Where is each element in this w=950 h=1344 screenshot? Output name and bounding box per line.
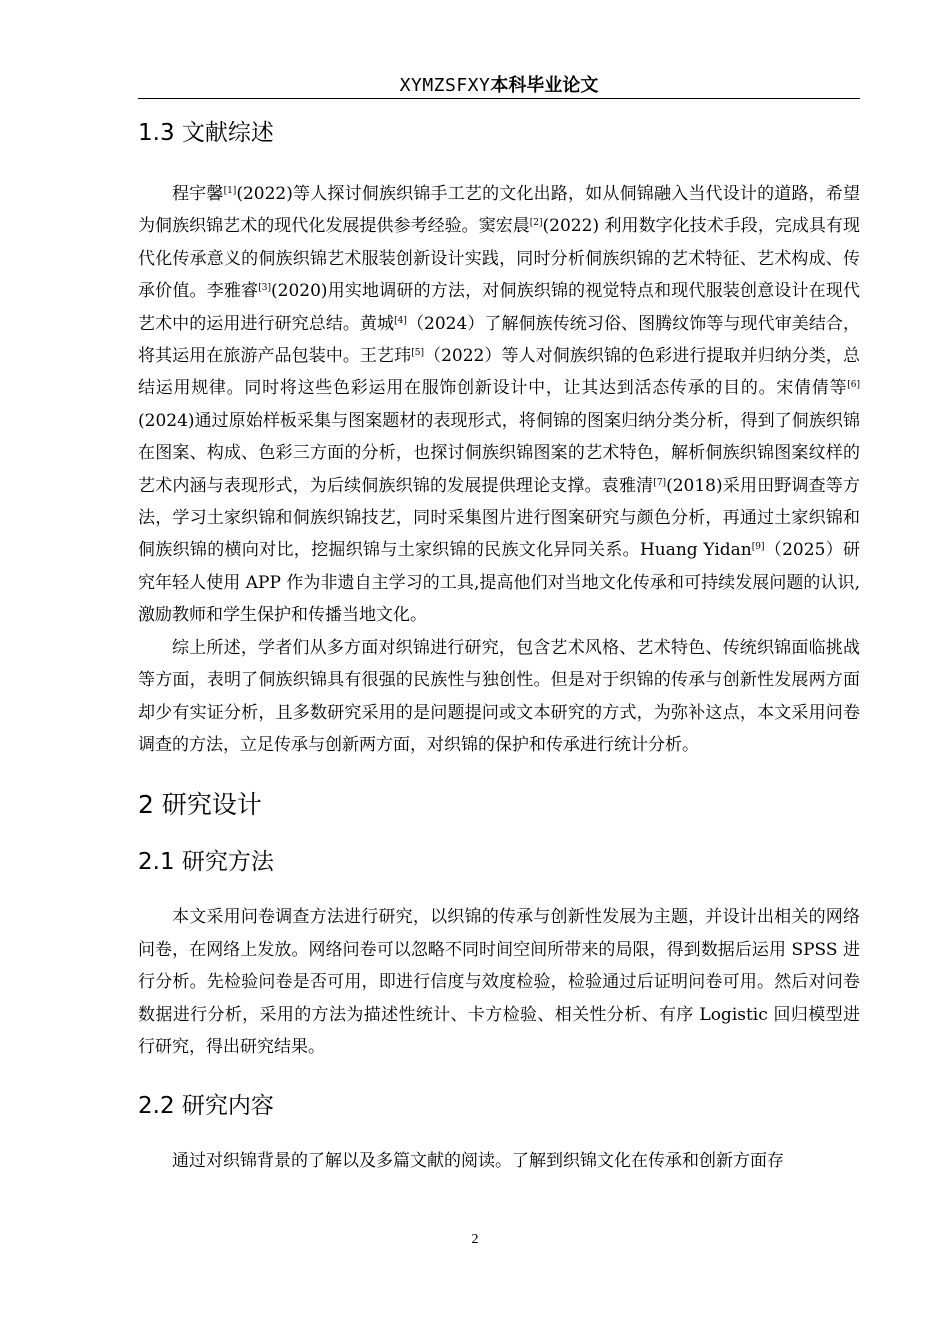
header-code: XYMZSFXY [399, 75, 491, 96]
section-heading-2-2: 2.2 研究内容 [138, 1093, 274, 1120]
citation-4: [4] [394, 315, 407, 326]
running-header [138, 72, 860, 99]
citation-2: [2] [529, 218, 543, 229]
citation-7: [7] [653, 477, 667, 488]
paragraph-research-content: 通过对织锦背景的了解以及多篇文献的阅读。了解到织锦文化在传承和创新方面存 [172, 1151, 784, 1172]
citation-9: [9] [751, 542, 765, 553]
chapter-heading-2: 2 研究设计 [138, 790, 262, 820]
section-heading-2-1: 2.1 研究方法 [138, 849, 274, 876]
main-content [138, 108, 860, 1178]
page-number: 2 [471, 1232, 479, 1247]
section-heading-1-3: 1.3 文献综述 [138, 120, 274, 146]
citation-1: [1] [223, 186, 237, 196]
paragraph-summary: 综上所述，学者们从多方面对织锦进行研究，包含艺术风格、艺术特色、传统织锦面临挑战等方面，表明了侗族织锦具有很强的民族性与独创性。但是对于织锦的传承与创新性发展两方面却少有实证分析，且多数研究采用的是问题提问或文本研究的方式，为弥补这点，本文采用问卷调查的方法，立足传承与创新两方面，对织锦的保护和传承进行统计分析。 [138, 637, 860, 755]
citation-5: [5] [411, 348, 424, 359]
citation-3: [3] [258, 283, 271, 294]
header-title: 本科毕业论文 [490, 75, 599, 96]
citation-6: [6] [847, 380, 860, 391]
paragraph-literature-review: 程宇馨[1](2022)等人探讨侗族织锦手工艺的文化出路，如从侗锦融入当代设计的道路，希望为侗族织锦艺术的现代化发展提供参考经验。窦宏晨[2](2022) 利用数字化技术手段，完成具有现代化传承意义的侗族织锦艺术服装创新设计实践，同时分析侗族织锦的艺术特征、艺术构成、传承价值。李雅睿[3](2020)用实地调研的方法，对侗族织锦的视觉特点和现代服装创意设计在现代艺术中的运用进行研究总结。黄城[4]（2024）了解侗族传统习俗、图腾纹饰等与现代审美结合，将其运用在旅游产品包装中。王艺玮[5]（2022）等人对侗族织锦的色彩进行提取并归纳分类，总结运用规律。同时将这些色彩运用在服饰创新设计中，让其达到活态传承的目的。宋倩倩等[6](2024)通过原始样板采集与图案题材的表现形式，将侗锦的图案归纳分类分析，得到了侗族织锦在图案、构成、色彩三方面的分析，也探讨侗族织锦图案的艺术特色，解析侗族织锦图案纹样的艺术内涵与表现形式，为后续侗族织锦的发展提供理论支撑。袁雅清[7](2018)采用田野调查等方法，学习土家织锦和侗族织锦技艺，同时采集图片进行图案研究与颜色分析，再通过土家织锦和侗族织锦的横向对比，挖掘织锦与土家织锦的民族文化异同关系。Huang Yidan[9]（2025）研究年轻人使用 APP 作为非遗自主学习的工具,提高他们对当地文化传承和可持续发展问题的认识,激励教师和学生保护和传播当地文化。 [138, 184, 861, 626]
paragraph-research-method: 本文采用问卷调查方法进行研究，以织锦的传承与创新性发展为主题，并设计出相关的网络问卷，在网络上发放。网络问卷可以忽略不同时间空间所带来的局限，得到数据后运用 SPSS 进行分析。先检验问卷是否可用，即进行信度与效度检验，检验通过后证明问卷可用。然后对问卷数据进行分析，采用的方法为描述性统计、卡方检验、相关性分析、有序 Logistic 回归模型进行研究，得出研究结果。 [138, 907, 860, 1057]
